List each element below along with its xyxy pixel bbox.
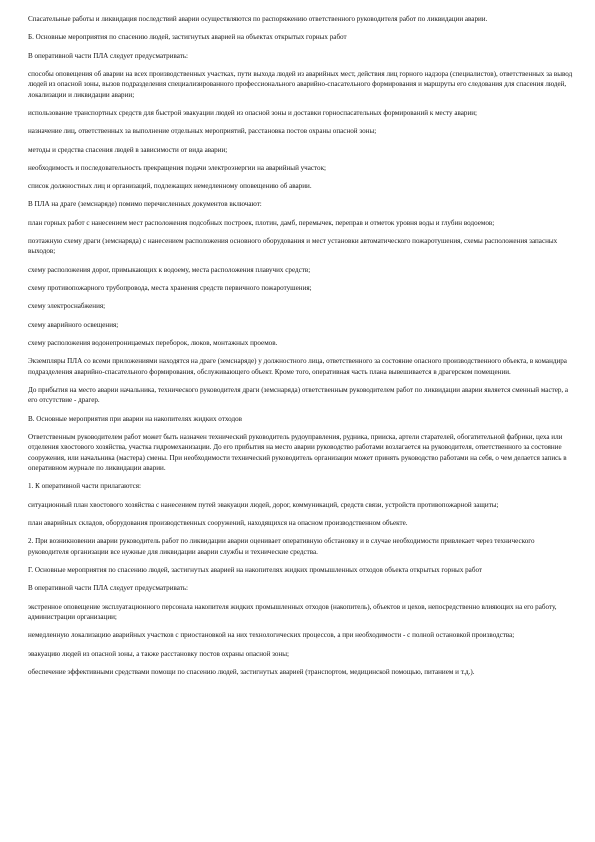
list-item: методы и средства спасения людей в зависимости от вида аварии; [28, 145, 228, 154]
list-item: план горных работ с нанесением мест расположения подсобных построек, плотин, дамб, перемычек, переправ и отметок уровня воды и глубин водоемов; [28, 218, 495, 227]
list-item: схему электроснабжения; [28, 302, 106, 311]
list-item: план аварийных складов, оборудования производственных сооружений, находящихся на опасном производственном объекте. [28, 519, 408, 528]
paragraph: 1. К оперативной части прилагаются: [28, 482, 141, 491]
list-item: немедленную локализацию аварийных участков с приостановкой на них технологических процессов, а при необходимости - с полной остановкой производства; [28, 631, 515, 640]
paragraph: В оперативной части ПЛА следует предусматривать: [28, 51, 189, 60]
paragraph: Спасательные работы и ликвидация последствий аварии осуществляются по распоряжению ответственного руководителя работ по ликвидации аварии. [28, 15, 488, 23]
paragraph: В оперативной части ПЛА следует предусматривать: [28, 584, 189, 593]
list-item: использование транспортных средств для быстрой эвакуации людей из опасной зоны и доставки горноспасательных формирований к месту аварии; [28, 109, 478, 117]
paragraph: Ответственным руководителем работ может быть назначен технический руководитель рудоуправления, рудника, прииска, артели старателей, обогатительной фабрики, цеха или отделения хвостового хозяйства, участка гидромеханизации. До его прибытия на место аварии руководство работами возлагается на руководителя, ответственного за состояние сооружения, или начальника (мастера) смены. При необходимости технический руководитель организации может принять руководство работами на себя, о чем делается запись в оперативном журнале по ликвидации аварии. [28, 432, 567, 473]
paragraph: До прибытия на место аварии начальника, технического руководителя драги (земснаряда) ответственным руководителем работ по ликвидации аварии является сменный мастер, а его отсутствие - драгер. [28, 385, 569, 405]
list-item: эвакуацию людей из опасной зоны, а также расстановку постов охраны опасной зоны; [28, 649, 290, 658]
list-item: способы оповещения об аварии на всех производственных участках, пути выхода людей из аварийных мест, действия лиц горного надзора (специалистов), ответственных за вывод людей из опасной зоны, вызов подразделения специализированного профессионального аварийно-спасательного формирования и маршруты его следования для спасения людей, локализации и ликвидации аварии; [28, 69, 573, 99]
section-heading-g: Г. Основные мероприятия по спасению людей, застигнутых аварией на накопителях жидких промышленных отходов объекта открытых горных работ [28, 566, 482, 575]
section-heading-v: В. Основные мероприятия при аварии на накопителях жидких отходов [28, 414, 242, 423]
list-item: назначение лиц, ответственных за выполнение отдельных мероприятий, расстановка постов охраны опасной зоны; [28, 127, 377, 136]
list-item: поэтажную схему драги (земснаряда) с нанесением расположения основного оборудования и мест установки автоматического пожаротушения, схемы расположения запасных выходов; [28, 237, 558, 256]
list-item: схему противопожарного трубопровода, места хранения средств первичного пожаротушения; [28, 284, 312, 293]
section-heading-b: Б. Основные мероприятия по спасению людей, застигнутых аварией на объектах открытых горных работ [28, 33, 347, 42]
paragraph: Экземпляры ПЛА со всеми приложениями находятся на драге (земснаряде) у должностного лица, ответственного за состояние опасного производственного объекта, в командира подразделения аварийно-спасательного формирования, обслуживающего объект. Кроме того, оперативная часть плана вывешивается в драгерском помещении. [28, 357, 567, 376]
list-item: схему аварийного освещения; [28, 320, 119, 329]
paragraph: В ПЛА на драге (земснаряде) помимо перечисленных документов включают: [28, 200, 262, 209]
list-item: схему расположения дорог, примыкающих к водоему, места расположения плавучих средств; [28, 265, 311, 274]
list-item: необходимость и последовательность прекращения подачи электроэнергии на аварийный участок; [28, 163, 327, 172]
list-item: схему расположения водонепроницаемых переборок, люков, монтажных проемов. [28, 338, 278, 347]
paragraph: 2. При возникновении аварии руководитель работ по ликвидации аварии оценивает оперативную обстановку и в случае необходимости привлекает через технического руководителя организации все нужные для ликвидации аварии службы и технические средства. [28, 537, 535, 556]
list-item: экстренное оповещение эксплуатационного персонала накопителя жидких промышленных отходов (накопитель), объектов и цехов, непосредственно влияющих на его работу, администрации организации; [28, 602, 557, 622]
list-item: обеспечение эффективными средствами помощи по спасению людей, застигнутых аварией (транспортом, медицинской помощью, питанием и т.д.). [28, 667, 475, 676]
list-item: список должностных лиц и организаций, подлежащих немедленному оповещению об аварии. [28, 182, 312, 191]
list-item: ситуационный план хвостового хозяйства с нанесением путей эвакуации людей, дорог, коммуникаций, средств связи, устройств противопожарной защиты; [28, 500, 499, 509]
